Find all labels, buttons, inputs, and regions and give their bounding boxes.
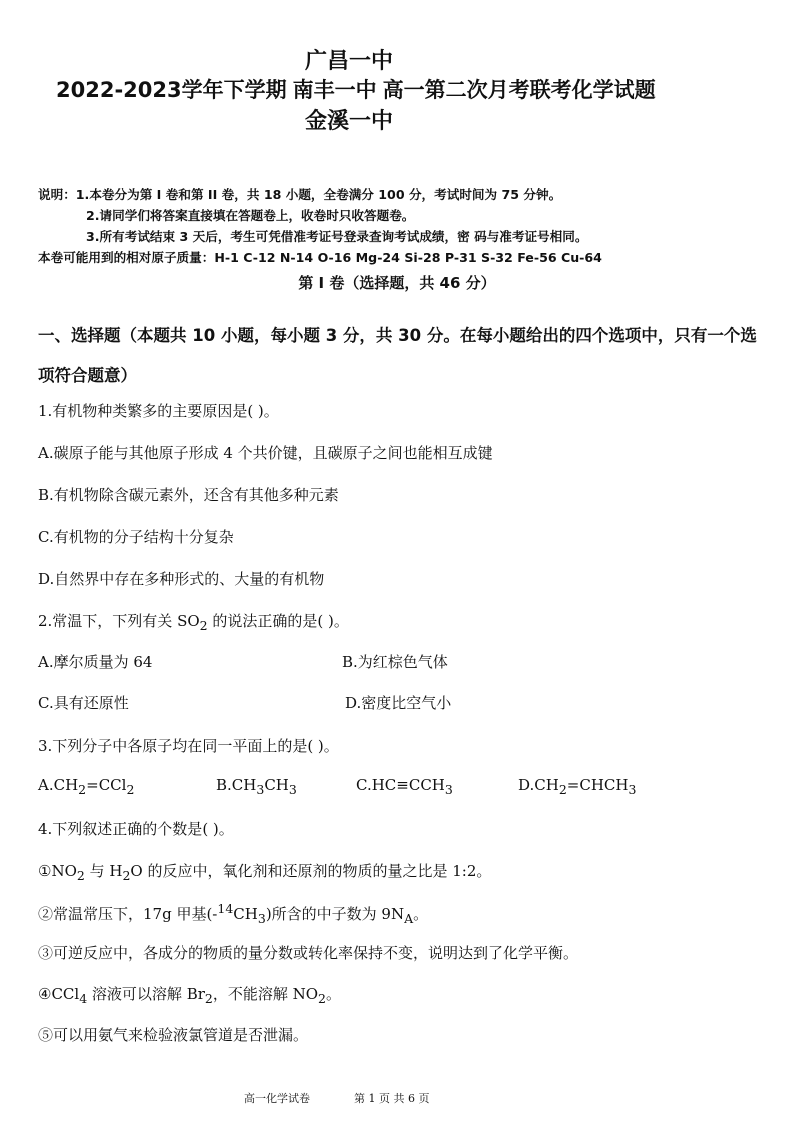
question-3-option-a <box>38 776 134 797</box>
superscript: 14 <box>217 901 234 916</box>
subscript: 3 <box>256 782 265 797</box>
formula-text: =CHCH <box>566 776 629 794</box>
question-1-option-b: B.有机物除含碳元素外，还含有其他多种元素 <box>38 486 339 504</box>
question-3-stem: 3.下列分子中各原子均在同一平面上的是( )。 <box>38 737 339 755</box>
statement-text: ②常温常压下，17g 甲基(- <box>38 905 218 923</box>
school-name-guangchang: 广昌一中 <box>305 49 394 74</box>
section-title: 第 I 卷（选择题，共 46 分） <box>298 274 496 292</box>
formula-text: C.HC≡CCH <box>356 776 445 794</box>
statement-text: ①NO <box>38 862 77 880</box>
exam-title <box>56 74 662 104</box>
exam-name: 高一第二次月考联考化学试题 <box>382 78 656 102</box>
exam-term: 2022-2023学年下学期 <box>56 78 287 102</box>
school-name-nanfeng: 南丰一中 <box>292 78 377 102</box>
formula-text: A.CH <box>38 776 79 794</box>
exam-title-block <box>0 44 794 144</box>
subscript: 2 <box>204 991 213 1006</box>
formula-text: B.CH <box>216 776 257 794</box>
instruction-line: 2.请同学们将答案直接填在答题卷上，收卷时只收答题卷。 <box>86 208 415 223</box>
question-2-option-b: B.为红棕色气体 <box>342 653 448 671</box>
question-2-option-c: C.具有还原性 <box>38 694 129 712</box>
question-3-option-c <box>356 776 453 797</box>
atomic-masses-line: 本卷可能用到的相对原子质量：H-1 C-12 N-14 O-16 Mg-24 Si-28 P-31 S-32 Fe-56 Cu-64 <box>38 250 602 265</box>
subscript: 2 <box>126 782 135 797</box>
statement-text: )所含的中子数为 9N <box>265 905 405 923</box>
instruction-line: 3.所有考试结束 3 天后，考生可凭借准考证号登录查询考试成绩，密 码与准考证号相同。 <box>86 229 588 244</box>
question-4-statement-5: ⑤可以用氨气来检验液氯管道是否泄漏。 <box>38 1026 309 1044</box>
question-1-stem: 1.有机物种类繁多的主要原因是( )。 <box>38 402 279 420</box>
question-4-statement-2 <box>38 901 428 926</box>
subscript: 3 <box>257 911 266 926</box>
question-2-option-a: A.摩尔质量为 64 <box>38 653 153 671</box>
subscript: 2 <box>199 618 208 633</box>
question-3-option-b <box>216 776 297 797</box>
statement-text: ，不能溶解 NO <box>212 985 319 1003</box>
subscript: 2 <box>76 868 85 883</box>
question-3-option-d <box>518 776 636 797</box>
question-2-option-d: D.密度比空气小 <box>345 694 452 712</box>
question-4-statement-4 <box>38 983 341 1006</box>
question-4-statement-3: ③可逆反应中，各成分的物质的量分数或转化率保持不变，说明达到了化学平衡。 <box>38 944 579 962</box>
question-4-stem: 4.下列叙述正确的个数是( )。 <box>38 820 234 838</box>
statement-text: ④CCl <box>38 985 80 1003</box>
formula-text: =CCl <box>86 776 127 794</box>
statement-text: 。 <box>326 985 342 1003</box>
subscript: 3 <box>628 782 637 797</box>
exam-instructions <box>38 184 758 268</box>
question-4-statement-1 <box>38 860 491 883</box>
question-2-stem <box>38 610 349 633</box>
subscript: 4 <box>79 991 88 1006</box>
subscript: A <box>404 911 414 926</box>
subscript: 2 <box>318 991 326 1006</box>
stem-text: 2.常温下，下列有关 SO <box>38 612 200 630</box>
question-1-option-d: D.自然界中存在多种形式的、大量的有机物 <box>38 570 325 588</box>
subscript: 2 <box>78 782 87 797</box>
statement-text: CH <box>233 905 258 923</box>
part-heading: 一、选择题（本题共 10 小题，每小题 3 分，共 30 分。在每小题给出的四个选项中，只有一个选项符合题意） <box>38 326 757 385</box>
question-1-option-c: C.有机物的分子结构十分复杂 <box>38 528 234 546</box>
footer-page-number: 第 1 页 共 6 页 <box>354 1092 430 1105</box>
subscript: 2 <box>122 868 131 883</box>
subscript: 2 <box>558 782 567 797</box>
statement-text: 溶液可以溶解 Br <box>87 985 205 1003</box>
formula-text: D.CH <box>518 776 559 794</box>
footer-subject: 高一化学试卷 <box>244 1092 310 1105</box>
question-1-option-a: A.碳原子能与其他原子形成 4 个共价键，且碳原子之间也能相互成键 <box>38 444 493 462</box>
statement-text: 。 <box>413 905 429 923</box>
instruction-line: 说明：1.本卷分为第 I 卷和第 II 卷，共 18 小题，全卷满分 100 分，考试时间为 75 分钟。 <box>38 187 562 202</box>
stem-text: 的说法正确的是( )。 <box>207 612 349 630</box>
statement-text: 与 H <box>84 862 123 880</box>
school-name-jinxi: 金溪一中 <box>305 109 394 134</box>
formula-text: CH <box>264 776 289 794</box>
statement-text: O 的反应中，氧化剂和还原剂的物质的量之比是 1:2。 <box>130 862 492 880</box>
subscript: 3 <box>444 782 453 797</box>
subscript: 3 <box>288 782 297 797</box>
